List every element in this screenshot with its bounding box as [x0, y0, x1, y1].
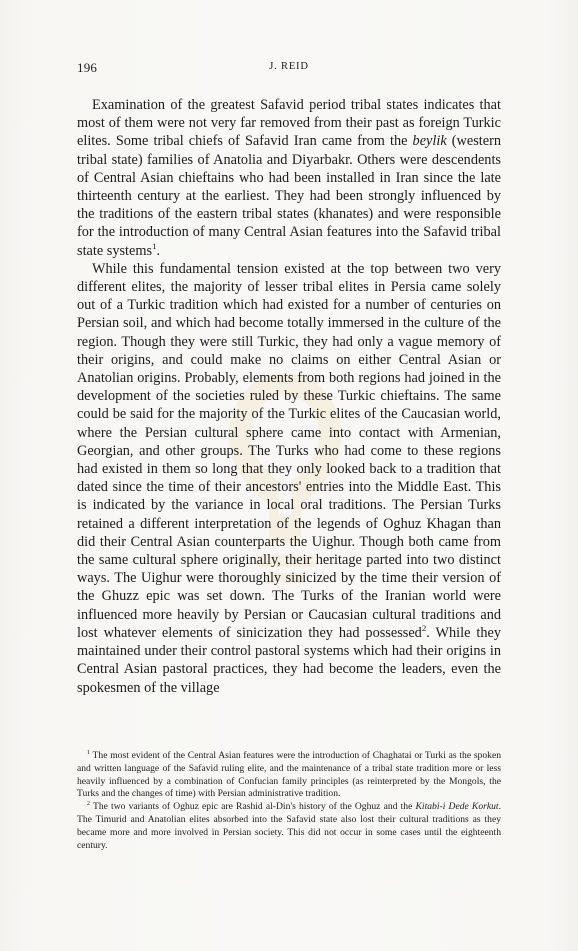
- paragraph: [77, 96, 501, 260]
- footnote-marker: 2: [87, 801, 90, 807]
- running-head: [77, 60, 501, 80]
- body-text: [77, 96, 501, 697]
- italic-title: Kitabi-i Dede Korkut: [415, 801, 499, 813]
- footnote-text: The most evident of the Central Asian features were the introduction of Chaghatai or Turki as the spoken and written language of the Safavid ruling elite, and the maintenance of a tribal state tradition more or less heavily influenced by a combination of Confucian family principles (as reinterpreted by the Mongols, the Turks and the changes of time) with Persian administrative tradition.: [77, 750, 501, 800]
- page-number: 196: [77, 60, 98, 75]
- footnote-reference: 1: [152, 240, 157, 251]
- footnote-text: . The Timurid and Anatolian elites absorbed into the Safavid state also lost their cultural traditions as they became more and more involved in Persian society. This did not occur in some cases until the eighteenth century.: [77, 801, 501, 851]
- paragraph-text: While this fundamental tension existed at the top between two very different elites, the majority of lesser tribal elites in Persia came solely out of a Turkic tradition which had existed for a number of centuries on Persian soil, and which had become totally immersed in the culture of the region. Though they were still Turkic, they had only a vague memory of their origins, and could make no claims on either Central Asian or Anatolian origins. Probably, elements from both regions had joined in the development of the societies ruled by these Turkic chieftains. The same could be said for the majority of the Turkic elites of the Caucasian world, where the Persian cultural sphere came into contact with Armenian, Georgian, and other groups. The Turks who had come to these regions had existed in them so long that they only looked back to a tradition that dated since the time of their ancestors' entries into the Middle East. This is indicated by the variance in local oral traditions. The Persian Turks retained a different interpretation of the legends of Oghuz Khagan than did their Central Asian counterparts the Uighur. Though both came from the same cultural sphere originally, their heritage parted into two distinct ways. The Uighur were thoroughly sinicized by the time their version of the Ghuzz epic was set down. The Turks of the Iranian world were influenced more heavily by Persian or Caucasian cultural traditions and lost whatever elements of sinicization they had possessed: [77, 260, 501, 641]
- running-title: J. REID: [269, 61, 309, 72]
- footnote-marker: 1: [87, 749, 90, 756]
- paragraph-text: Examination of the greatest Safavid period tribal states indicates that most of them were not very far removed from their past as foreign Turkic elites. Some tribal chiefs of Safavid Iran came from the: [77, 97, 501, 150]
- footnote-reference: 2: [421, 623, 427, 634]
- footnotes: [77, 750, 501, 852]
- paragraph: [77, 260, 501, 697]
- footnote: [77, 750, 501, 801]
- paragraph-text: (western tribal state) families of Anatolia and Diyarbakr. Others were descendents of Central Asian chieftains who had been installed in Iran since the late thirteenth century at the earliest. They had been strongly influenced by the traditions of the eastern tribal states (khanates) and were responsible for the introduction of many Central Asian features into the Safavid tribal state systems: [77, 133, 502, 259]
- paragraph-text: . While they maintained under their control pastoral systems which had their origins in Central Asian pastoral practices, they had become the leaders, even the spokesmen of the village: [77, 624, 501, 696]
- footnote: [77, 801, 501, 852]
- paragraph-text: .: [156, 242, 161, 259]
- footnote-text: The two variants of Oghuz epic are Rashid al-Din's history of the Oghuz and the: [92, 801, 416, 813]
- italic-term: beylik: [412, 133, 447, 150]
